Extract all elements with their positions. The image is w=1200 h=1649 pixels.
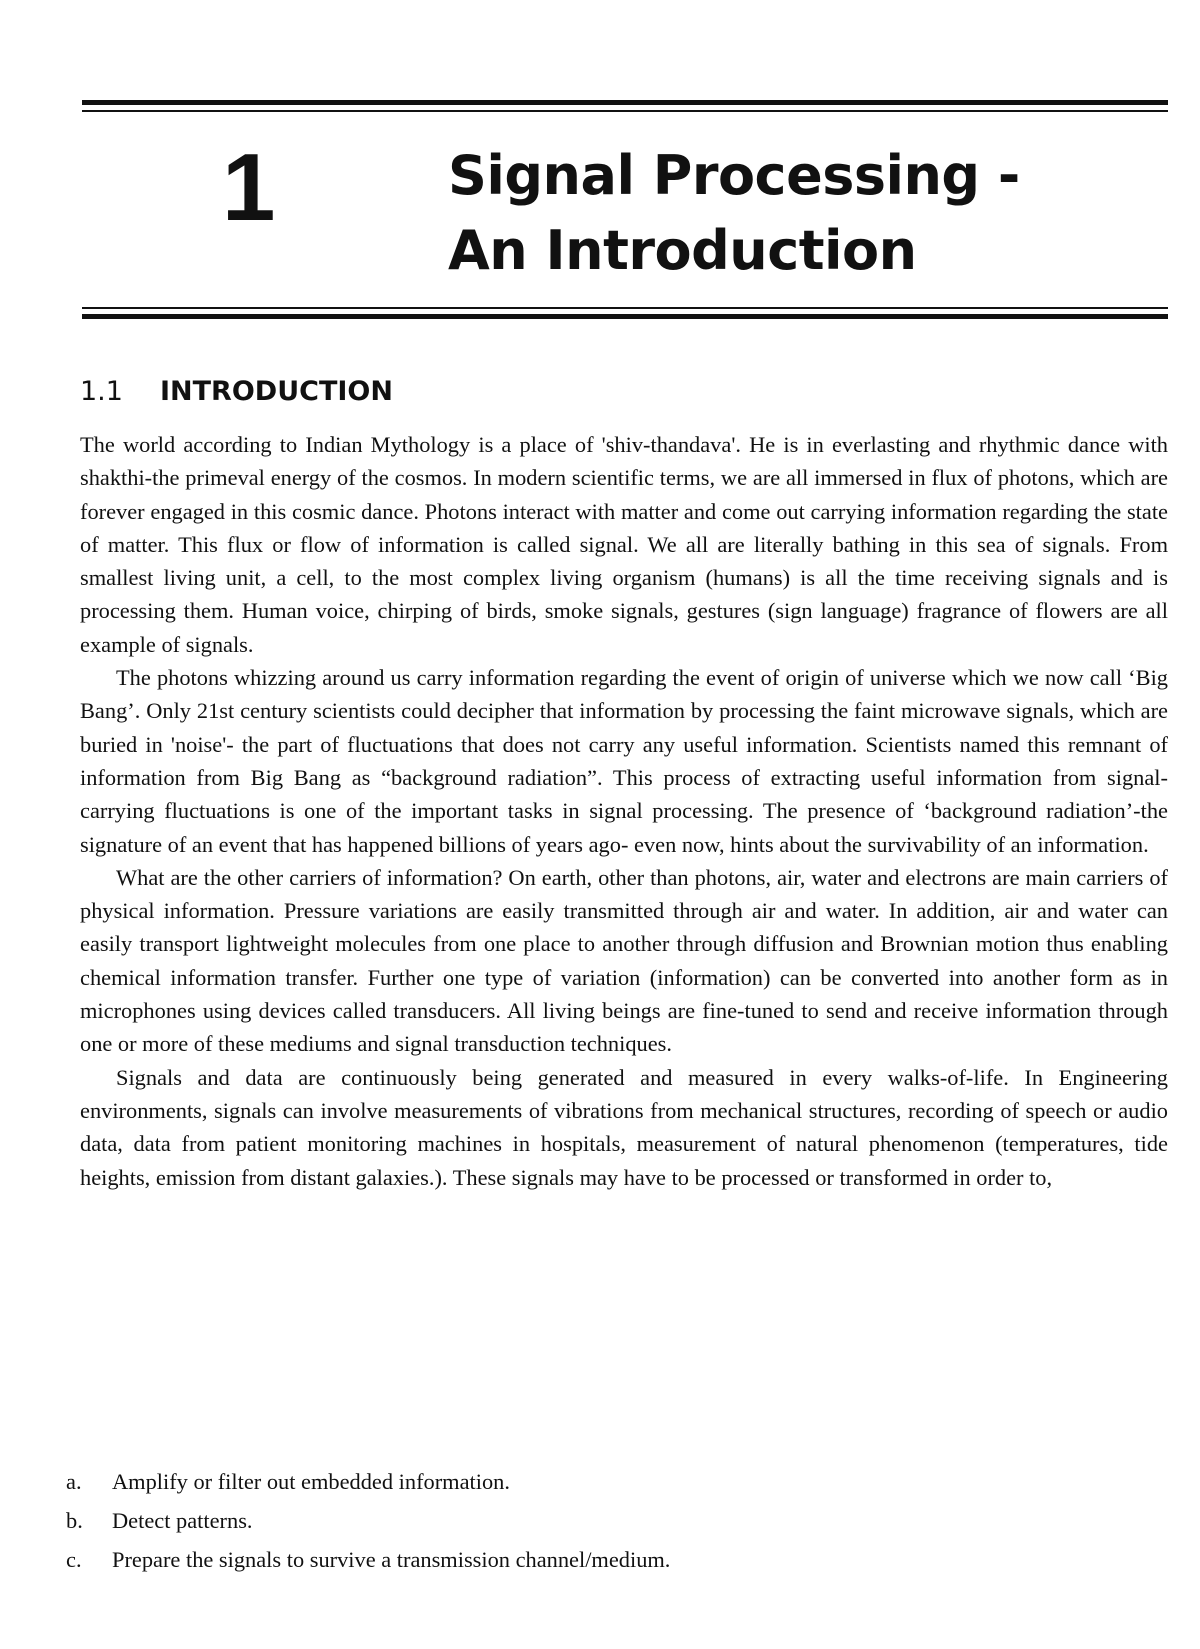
header-rule-bottom-thick — [82, 314, 1168, 319]
header-rule-top-thick — [82, 100, 1168, 105]
chapter-title-line-1: Signal Processing - — [448, 144, 1020, 207]
paragraph: Signals and data are continuously being generated and measured in every walks-of-life. In Engineering environments, signals can involve measurements of vibrations from mechanical structures, recording of speech or audio data, data from patient monitoring machines in hospitals, measurement of natural phenomenon (temperatures, tide heights, emission from distant galaxies.). These signals may have to be processed or transformed in order to, — [80, 1064, 1168, 1190]
body-text — [80, 428, 1168, 1194]
section-title: INTRODUCTION — [160, 376, 393, 407]
list-marker: c. — [66, 1547, 82, 1572]
list-item-text: Amplify or filter out embedded information. — [112, 1469, 510, 1494]
paragraph: The world according to Indian Mythology is a place of 'shiv-thandava'. He is in everlasting and rhythmic dance with shakthi-the primeval energy of the cosmos. In modern scientific terms, we are all immersed in flux of photons, which are forever engaged in this cosmic dance. Photons interact with matter and come out carrying information regarding the state of matter. This flux or flow of information is called signal. We all are literally bathing in this sea of signals. From smallest living unit, a cell, to the most complex living organism (humans) is all the time receiving signals and is processing them. Human voice, chirping of birds, smoke signals, gestures (sign language) fragrance of flowers are all example of signals. — [80, 432, 1168, 657]
paragraph: The photons whizzing around us carry information regarding the event of origin of universe which we now call ‘Big Bang’. Only 21st century scientists could decipher that information by processing the faint microwave signals, which are buried in 'noise'- the part of fluctuations that does not carry any useful information. Scientists named this remnant of information from Big Bang as “background radiation”. This process of extracting useful information from signal-carrying fluctuations is one of the important tasks in signal processing. The presence of ‘background radiation’-the signature of an event that has happened billions of years ago- even now, hints about the survivability of an information. — [80, 665, 1168, 857]
chapter-title — [448, 138, 1020, 288]
paragraph: What are the other carriers of information? On earth, other than photons, air, water and electrons are main carriers of physical information. Pressure variations are easily transmitted through air and water. In addition, air and water can easily transport lightweight molecules from one place to another through diffusion and Brownian motion thus enabling chemical information transfer. Further one type of variation (information) can be converted into another form as in microphones using devices called transducers. All living beings are fine-tuned to send and receive information through one or more of these mediums and signal transduction techniques. — [80, 864, 1168, 1057]
list-item — [66, 1501, 1166, 1540]
chapter-number: 1 — [222, 134, 274, 241]
list-marker: a. — [66, 1469, 82, 1494]
list-item — [66, 1462, 1166, 1501]
chapter-title-line-2: An Introduction — [448, 219, 917, 282]
list-marker: b. — [66, 1508, 83, 1533]
purpose-list — [66, 1462, 1166, 1579]
header-rule-top-thin — [82, 110, 1168, 112]
list-item — [66, 1540, 1166, 1579]
list-item-text: Prepare the signals to survive a transmission channel/medium. — [112, 1547, 671, 1572]
section-number: 1.1 — [80, 376, 123, 407]
section-heading — [80, 378, 393, 405]
header-rule-bottom-thin — [82, 307, 1168, 309]
list-item-text: Detect patterns. — [112, 1508, 253, 1533]
